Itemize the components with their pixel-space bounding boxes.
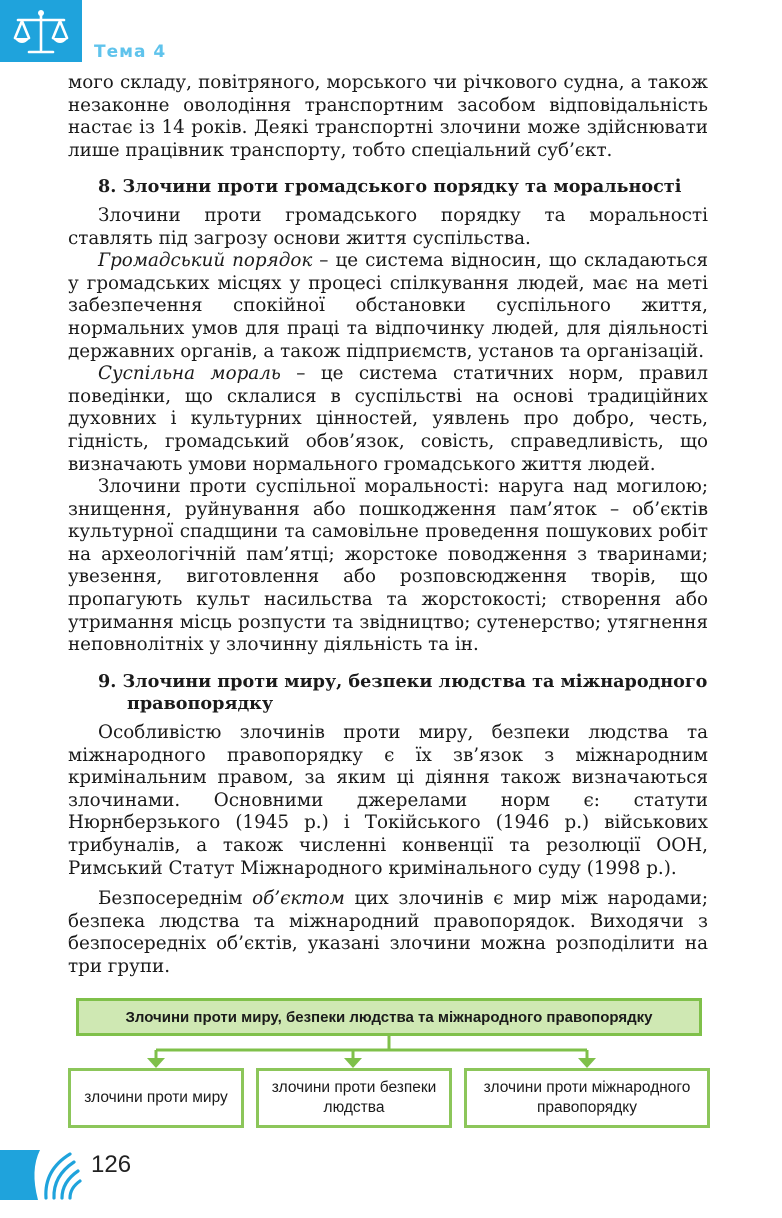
paragraph-text: цих злочинів є мир між народами; безпека людства та міжнародний правопорядок. Виходячи з безпосередніх об’єктів, указані злочини можна розподілити на три групи.: [68, 888, 708, 977]
paragraph: Злочини проти суспільної моральності: наруга над могилою; знищення, руйнування або пошкодження пам’яток – об’єктів культурної спадщини та самовільне проведення пошукових робіт на археологічній пам’ятці; жорстоке поводження з тваринами; увезення, виготовлення або розповсюдження творів, що пропагують культ насильства та жорстокості; створення або утримання місць розпусти та звідництво; сутенерство; утягнення неповнолітніх у злочинну діяльність та ін.: [68, 476, 708, 656]
paragraph: мого складу, повітряного, морського чи річкового судна, а також незаконне оволодіння транспортним засобом відповідальність настає із 14 років. Деякі транспортні злочини може здійснювати лише працівник транспорту, тобто спеціальний суб’єкт.: [68, 72, 708, 161]
term: Громадський порядок: [98, 250, 313, 272]
main-text: [68, 72, 708, 979]
paragraph-text: Безпосереднім: [98, 888, 253, 910]
page-number: 126: [91, 1151, 132, 1178]
paragraph: Особливістю злочинів проти миру, безпеки людства та міжнародного правопорядку є їх зв’язок з міжнародним кримінальним правом, за яким ці діяння також визначаються злочинами. Основними джерелами норм є: статути Нюрнберзького (1945 р.) і Токійського (1946 р.) військових трибуналів, а також численні конвенції та резолюції ООН, Римський Статут Міжнародного кримінального суду (1998 р.).: [68, 722, 708, 879]
paragraph: [68, 363, 708, 476]
paragraph-text: – це система відносин, що складаються у громадських місцях у процесі спілкування людей, має на меті забезпечення спокійної обстановки суспільного життя, нормальних умов для праці та відпочинку людей, для діяльності державних органів, а також підприємств, установ та організацій.: [68, 250, 708, 362]
term: об’єктом: [252, 888, 345, 910]
paragraph-text: – це система статичних норм, правил поведінки, що склалися в суспільстві на основі традиційних духовних і культурних цінностей, уявлень про добро, честь, гідність, громадський обов’язок, совість, справедливість, що визначають умови нормального громадського життя людей.: [68, 363, 708, 475]
diagram-root-box: Злочини проти миру, безпеки людства та міжнародного правопорядку: [76, 998, 702, 1036]
diagram-box-security: злочини проти безпеки людства: [256, 1068, 452, 1128]
paragraph: [68, 250, 708, 363]
paragraph: Злочини проти громадського порядку та моральності ставлять під загрозу основи життя суспільства.: [68, 204, 708, 249]
wave-arcs-icon: [0, 1140, 82, 1200]
scales-icon: [12, 8, 70, 56]
term: Суспільна мораль: [98, 363, 281, 385]
section-heading-9: 9. Злочини проти миру, безпеки людства та міжнародного правопорядку: [98, 670, 708, 715]
classification-diagram: [68, 998, 710, 1130]
diagram-box-peace: злочини проти миру: [68, 1068, 244, 1128]
topic-label: Тема 4: [94, 42, 167, 62]
section-heading-8: 8. Злочини проти громадського порядку та моральності: [98, 176, 682, 198]
paragraph: [68, 888, 708, 978]
header-corner-block: [0, 0, 82, 62]
diagram-box-international-order: злочини проти міжнародного правопорядку: [464, 1068, 710, 1128]
